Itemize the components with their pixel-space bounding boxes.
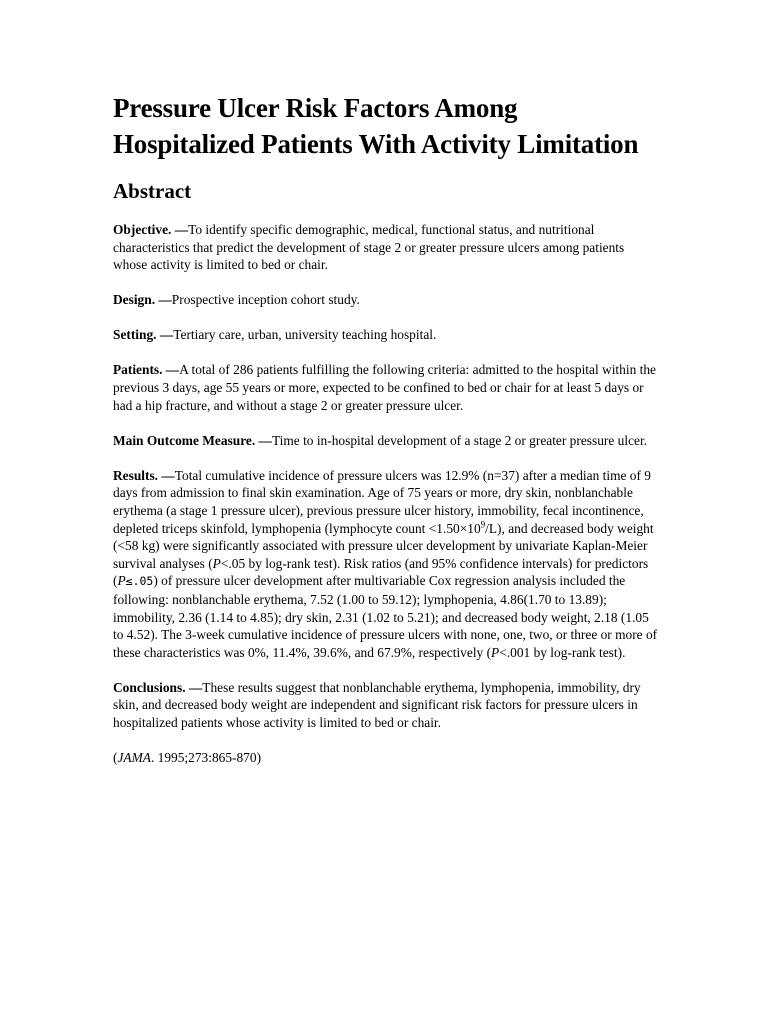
results-text-part2: /L), and decreased body weight (<58 kg) were significantly associated with pressure ulcer development by univariate Kaplan-Meier survival analyses ( bbox=[113, 520, 654, 571]
results-paragraph bbox=[113, 467, 661, 662]
main-outcome-label: Main Outcome Measure. — bbox=[113, 432, 272, 448]
design-label: Design. — bbox=[113, 292, 172, 308]
results-text-part4: ) of pressure ulcer development after multivariable Cox regression analysis included the following: nonblanchable erythema, 7.52 (1.00 to 59.12); lymphopenia, 4.86(1.70 to 13.89); immobility, 2.36 (1.14 to 4.85); dry skin, 2.31 (1.02 to 5.21); and decreased body weight, 2.18 (1.05 to 4.52). The 3-week cumulative incidence of pressure ulcers with none, one, two, or three or more of these characteristics was 0%, 11.4%, 39.6%, and 67.9%, respectively ( bbox=[113, 573, 658, 660]
citation-open: ( bbox=[113, 750, 118, 766]
design-text: Prospective inception cohort study. bbox=[171, 292, 360, 308]
citation-details: . 1995;273:865-870) bbox=[150, 750, 262, 766]
main-outcome-paragraph bbox=[113, 432, 661, 450]
results-p-italic-1: P bbox=[212, 555, 221, 571]
citation-journal: JAMA bbox=[117, 750, 151, 766]
results-p-italic-3: P bbox=[491, 644, 500, 660]
results-text-part1: Total cumulative incidence of pressure ulcers was 12.9% (n=37) after a median time of 9 days from admission to final skin examination. Age of 75 years or more, dry skin, nonblanchable erythema (a stage 1 pressure ulcer), previous pressure ulcer history, immobility, fecal incontinence, depleted triceps skinfold, lymphopenia (lymphocyte count <1.50×10 bbox=[113, 467, 651, 536]
results-superscript: 9 bbox=[480, 519, 486, 530]
objective-paragraph bbox=[113, 221, 661, 274]
patients-text: A total of 286 patients fulfilling the following criteria: admitted to the hospital within the previous 3 days, age 55 years or more, expected to be confined to bed or chair for at least 5 days or had a hip fracture, and without a stage 2 or greater pressure ulcer. bbox=[113, 362, 656, 413]
design-paragraph bbox=[113, 291, 661, 309]
citation bbox=[113, 749, 661, 767]
objective-label: Objective. — bbox=[113, 222, 189, 237]
results-label: Results. — bbox=[113, 467, 175, 483]
conclusions-paragraph bbox=[113, 679, 661, 732]
main-outcome-text: Time to in-hospital development of a stage 2 or greater pressure ulcer. bbox=[271, 432, 648, 448]
results-text-part3: <.05 by log-rank test). Risk ratios (and 95% confidence intervals) for predictors ( bbox=[113, 555, 649, 589]
paper-title: Pressure Ulcer Risk Factors Among Hospitalized Patients With Activity Limitation bbox=[113, 93, 639, 159]
setting-label: Setting. — bbox=[113, 327, 174, 343]
conclusions-text: These results suggest that nonblanchable erythema, lymphopenia, immobility, dry skin, and decreased body weight are independent and significant risk factors for pressure ulcers in hospitalized patients whose activity is limited to bed or chair. bbox=[113, 679, 641, 731]
document-page bbox=[113, 90, 661, 784]
objective-text: To identify specific demographic, medical, functional status, and nutritional characteristics that predict the development of stage 2 or greater pressure ulcers among patients whose activity is limited to bed or chair. bbox=[113, 222, 625, 273]
patients-paragraph bbox=[113, 361, 661, 414]
patients-label: Patients. — bbox=[113, 362, 180, 378]
conclusions-label: Conclusions. — bbox=[113, 679, 203, 695]
abstract-heading: Abstract bbox=[113, 179, 192, 203]
results-p-italic-2: P bbox=[117, 573, 126, 589]
setting-paragraph bbox=[113, 326, 661, 344]
results-mono-threshold: ≤.05 bbox=[125, 574, 154, 589]
results-text-part5: <.001 by log-rank test). bbox=[499, 644, 626, 660]
setting-text: Tertiary care, urban, university teaching hospital. bbox=[173, 327, 437, 343]
